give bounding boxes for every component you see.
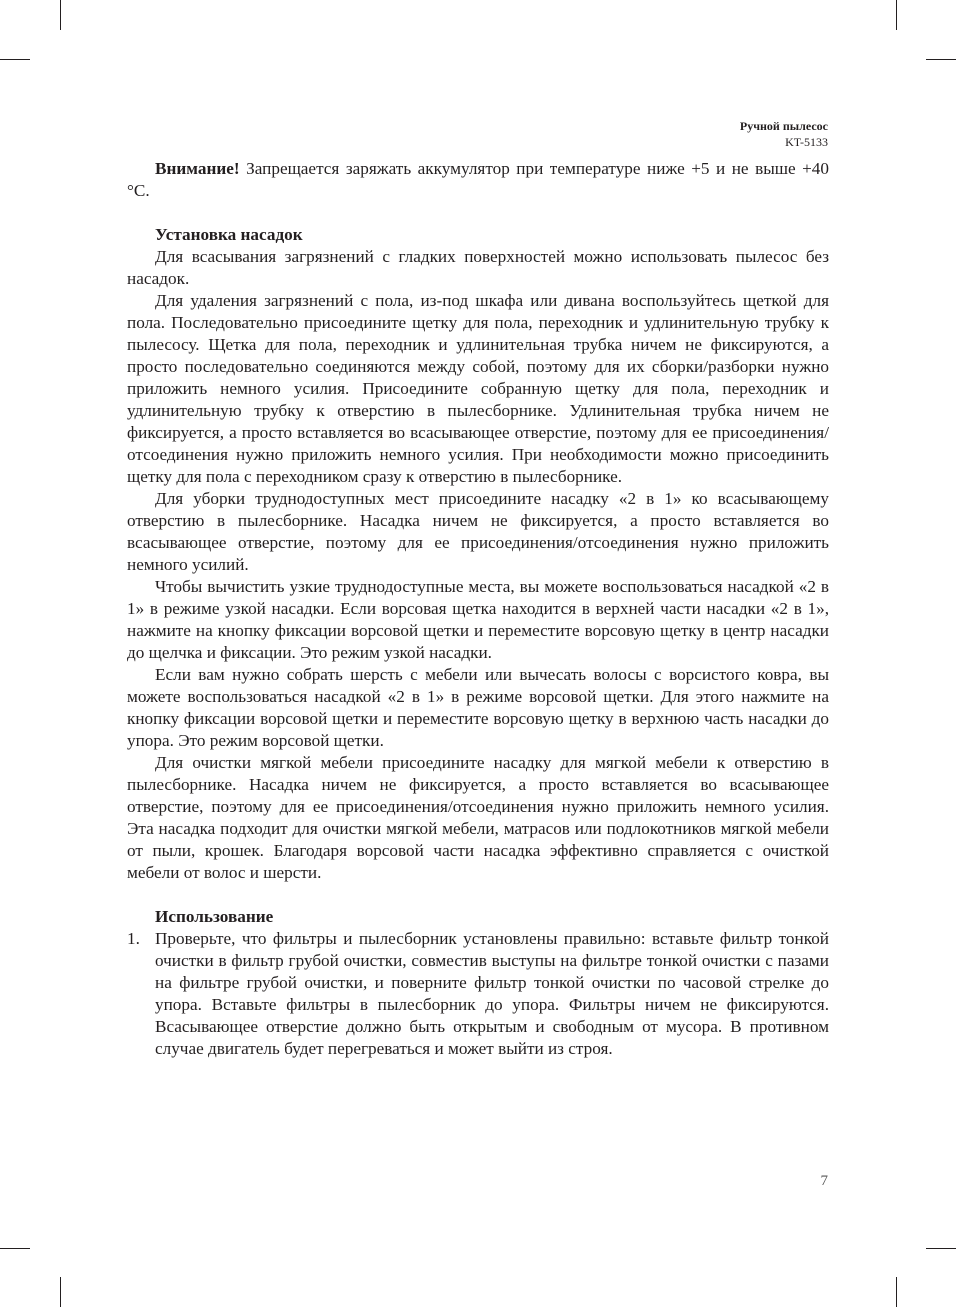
crop-mark-top-left [60, 0, 61, 30]
section-title-usage: Использование [155, 907, 274, 926]
page-number: 7 [820, 1173, 828, 1189]
page-content [127, 158, 829, 1060]
usage-list [127, 928, 829, 1060]
warning-text: Запрещается заряжать аккумулятор при температуре ниже +5 и не выше +40 °С. [127, 159, 829, 200]
attachments-paragraph: Для очистки мягкой мебели присоедините насадку для мягкой мебели к отверстию в пылесборнике. Насадка ничем не фиксируется, а просто вставляется во всасывающее отверстие, поэтому для ее присоединения/отсоединения нужно приложить немного усилия. Эта насадка подходит для очистки мягкой мебели, матрасов или подлокотников мягкой мебели от пыли, крошек. Благодаря ворсовой части насадка эффективно справляется с очисткой мебели от волос и шерсти. [127, 753, 829, 882]
attachments-paragraph: Если вам нужно собрать шерсть с мебели или вычесать волосы с ворсистого ковра, вы можете воспользоваться насадкой «2 в 1» в режиме ворсовой щетки. Для этого нажмите на кнопку фиксации ворсовой щетки и переместите ворсовую щетку в верхнюю часть насадки до упора. Это режим ворсовой щетки. [127, 665, 829, 750]
crop-mark-top-left-h [0, 59, 30, 60]
header-title: Ручной пылесос [739, 119, 828, 133]
usage-item-number: 1. [127, 929, 140, 948]
crop-mark-top-right-h [926, 59, 956, 60]
crop-mark-bottom-right-h [926, 1248, 956, 1249]
crop-mark-bottom-left-h [0, 1248, 30, 1249]
attachments-paragraph: Для всасывания загрязнений с гладких поверхностей можно использовать пылесос без насадок. [127, 247, 829, 288]
attachments-paragraph: Для удаления загрязнений с пола, из-под шкафа или дивана воспользуйтесь щеткой для пола. Последовательно присоедините щетку для пола, переходник и удлинительную трубку к пылесосу. Щетка для пола, переходник и удлинительная трубка ничем не фиксируются, а просто последовательно соединяются между собой, поэтому для их сборки/разборки нужно приложить немного усилия. Присоедините собранную щетку для пола, переходник и удлинительную трубку к отверстию в пылесборнике. Удлинительная трубка ничем не фиксируется, а просто вставляется во всасывающее отверстие, поэтому для ее присоединения/отсоединения нужно приложить немного усилия. При необходимости можно присоединить щетку для пола с переходником сразу к отверстию в пылесборнике. [127, 291, 829, 486]
running-header [740, 118, 828, 150]
section-title-attachments: Установка насадок [155, 225, 303, 244]
usage-item-text: Проверьте, что фильтры и пылесборник установлены правильно: вставьте фильтр тонкой очистки в фильтр грубой очистки, совместив выступы на фильтре тонкой очистки с пазами на фильтре грубой очистки, и поверните фильтр тонкой очистки по часовой стрелке до упора. Вставьте фильтры в пылесборник до упора. Фильтры ничем не фиксируются. Всасывающее отверстие должно быть открытым и свободным от мусора. В противном случае двигатель будет перегреваться и может выйти из строя. [155, 929, 829, 1058]
usage-list-item [127, 928, 829, 1060]
attachments-paragraph: Чтобы вычистить узкие труднодоступные места, вы можете воспользоваться насадкой «2 в 1» в режиме узкой насадки. Если ворсовая щетка находится в верхней части насадки «2 в 1», нажмите на кнопку фиксации ворсовой щетки и переместите ворсовую щетку в центр насадки до щелчка и фиксации. Это режим узкой насадки. [127, 577, 829, 662]
crop-mark-bottom-right [896, 1277, 897, 1307]
attachments-paragraph: Для уборки труднодоступных мест присоедините насадку «2 в 1» ко всасывающему отверстию в пылесборнике. Насадка ничем не фиксируется, а просто вставляется во всасывающее отверстие, поэтому для ее присоединения/отсоединения нужно приложить немного усилий. [127, 489, 829, 574]
crop-mark-top-right [896, 0, 897, 30]
warning-label: Внимание! [155, 159, 240, 178]
crop-mark-bottom-left [60, 1277, 61, 1307]
header-model: KT-5133 [785, 135, 828, 149]
warning-paragraph [127, 158, 829, 202]
